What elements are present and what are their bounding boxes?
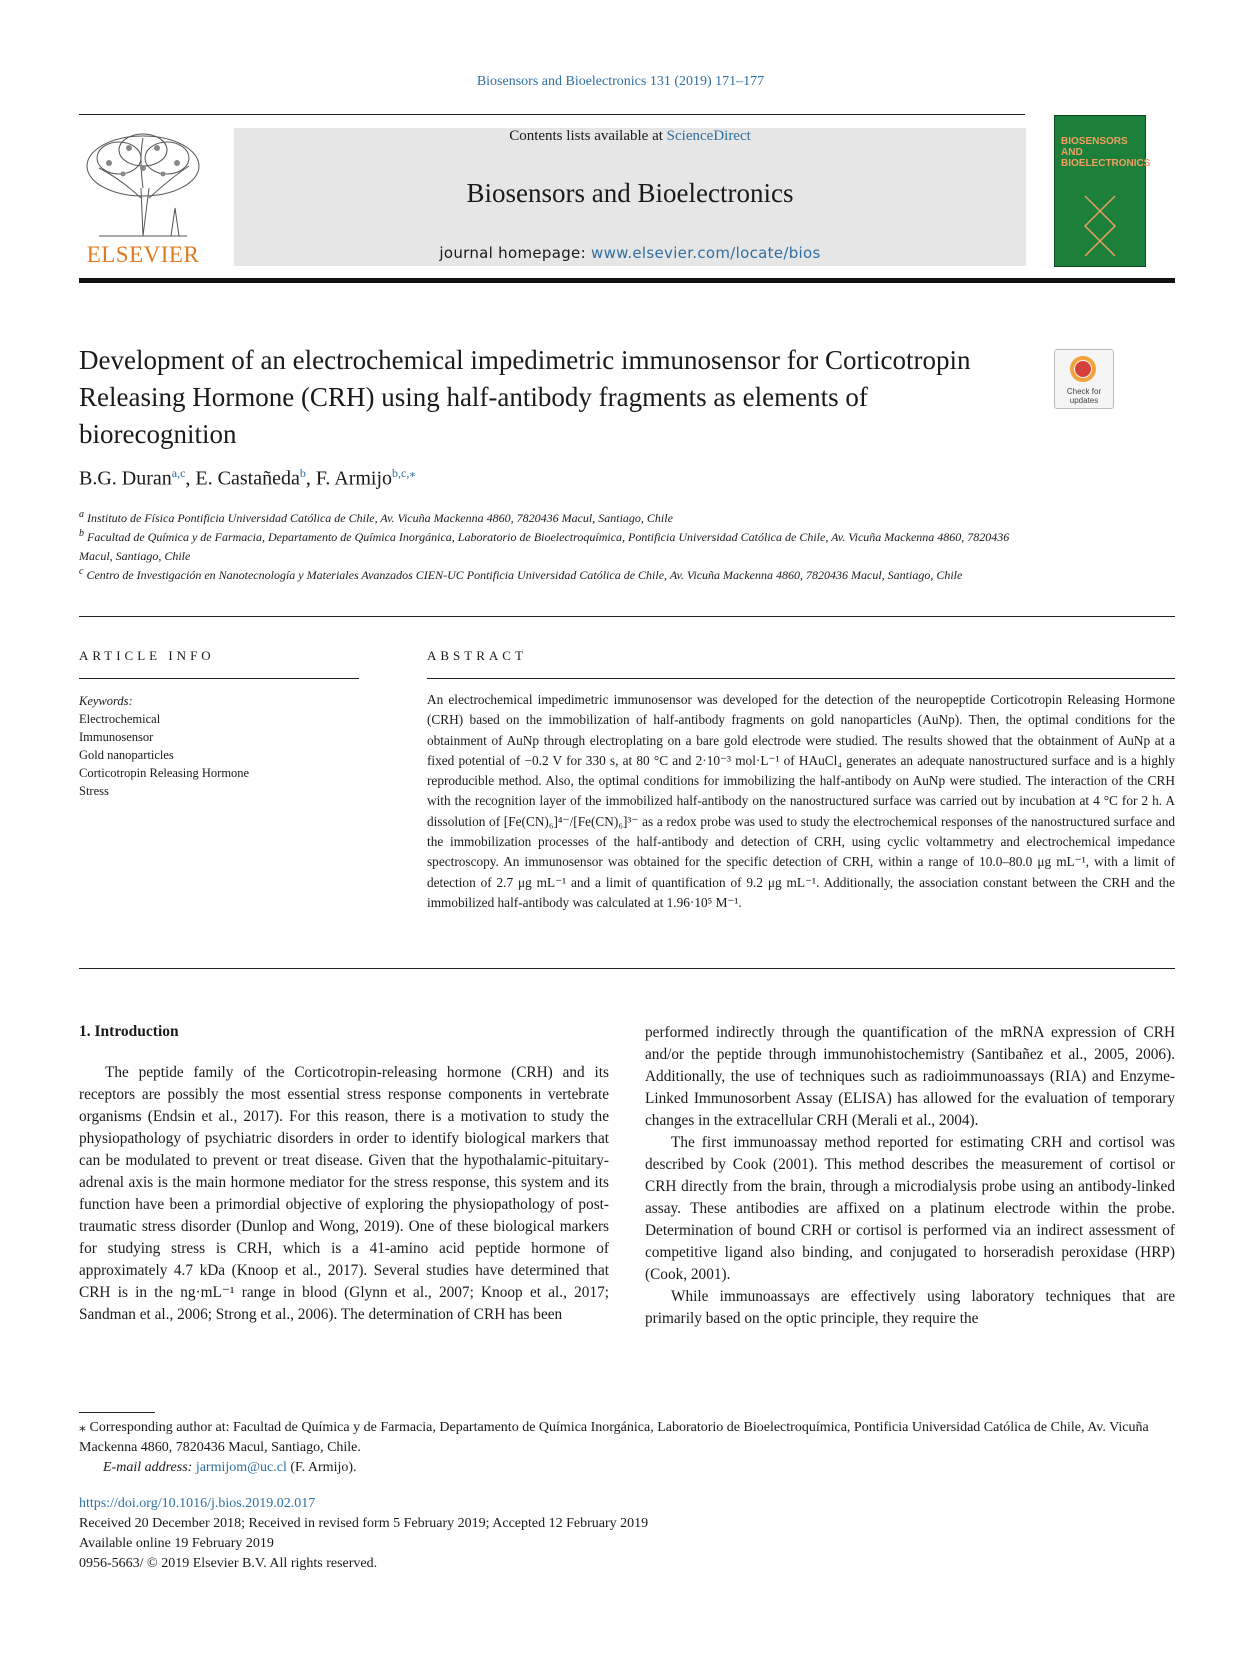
copyright-line: 0956-5663/ © 2019 Elsevier B.V. All rights reserved. xyxy=(79,1556,378,1571)
doi-link[interactable]: https://doi.org/10.1016/j.bios.2019.02.017 xyxy=(79,1496,316,1511)
journal-title: Biosensors and Bioelectronics xyxy=(466,178,794,208)
author-list: B.G. Duran$^{a,c}$, E. Castañeda$^b$, F. Armijo$^{b,c,⁎}$ xyxy=(79,466,416,490)
contents-prefix: Contents lists available at xyxy=(509,128,667,144)
affil-text: Instituto de Física Pontificia Universidad Católica de Chile, Av. Vicuña Mackenna 4860, 7820436 Macul, Santiago, Chile xyxy=(87,511,673,525)
author-affil-mark[interactable]: b xyxy=(299,466,306,480)
affil-mark: b xyxy=(79,528,84,539)
abstract-bottom-rule xyxy=(79,968,1175,969)
body-paragraph: The first immunoassay method reported for estimating CRH and cortisol was described by Cook (2001). This method describes the measurement of cortisol or CRH directly from the brain, through a microdialysis probe using an antibody-linked assay. These antibodies are affixed on a platinum electrode within the probe. Determination of bound CRH or cortisol is performed via an indirect assessment of competitive ligand also binding, and conjugated to horseradish peroxidase (HRP) (Cook, 2001). xyxy=(645,1134,1175,1283)
author-affil-mark[interactable]: a,c xyxy=(171,466,186,480)
cover-decoration-icon xyxy=(1055,116,1151,266)
author-name: F. Armijo xyxy=(315,467,393,490)
email-suffix: (F. Armijo). xyxy=(286,1460,357,1475)
corresponding-author-footnote xyxy=(79,1418,1175,1478)
abstract-heading: ABSTRACT xyxy=(427,648,527,663)
author-name: B.G. Duran xyxy=(79,467,172,490)
check-for-updates-badge[interactable] xyxy=(1054,349,1114,409)
body-paragraph: While immunoassays are effectively using laboratory techniques that are primarily based on the optic principle, they require the xyxy=(645,1288,1175,1327)
keyword-item: Gold nanoparticles xyxy=(79,748,174,762)
homepage-link[interactable]: www.elsevier.com/locate/bios xyxy=(591,244,821,262)
email-label: E-mail address: xyxy=(103,1460,196,1475)
header-thick-rule xyxy=(79,278,1175,283)
publication-info xyxy=(79,1494,1175,1574)
tree-logo-icon xyxy=(79,128,207,238)
corresponding-text: ⁎ Corresponding author at: Facultad de Química y de Farmacia, Departamento de Química Inorgánica, Laboratorio de Bioelectroquímica, Pontificia Universidad Católica de Chile, Av. Vicuña Mackenna 4860, 7820436 Macul, Santiago, Chile. xyxy=(79,1420,1149,1455)
author-affil-mark[interactable]: b,c,⁎ xyxy=(392,466,416,480)
affil-text: Facultad de Química y de Farmacia, Departamento de Química Inorgánica, Laboratorio de Bioelectroquímica, Pontificia Universidad Católica de Chile, Av. Vicuña Mackenna 4860, 7820436 Macul, Santiago, Chile xyxy=(79,530,1010,563)
keyword-item: Corticotropin Releasing Hormone xyxy=(79,766,250,780)
keywords-block xyxy=(79,692,359,800)
affil-mark: c xyxy=(79,566,84,577)
body-paragraph: The peptide family of the Corticotropin-releasing hormone (CRH) and its receptors are possibly the most essential stress response components in vertebrate organisms (Endsin et al., 2017). For this reason, there is a motivation to study the physiopathology of psychiatric disorders in order to identify biological markers that can be modulated to prevent or treat disease. Given that the hypothalamic-pituitary-adrenal axis is the main hormone mediator for the stress response, this system and its function have been a primordial objective of exploring the physiopathology of post-traumatic stress disorder (Dunlop and Wong, 2019). One of these biological markers for studying stress is CRH, which is a 41-amino acid peptide hormone of approximately 4.7 kDa (Knoop et al., 2017). Several studies have determined that CRH is in the ng·mL⁻¹ range in blood (Glynn et al., 2007; Knoop et al., 2017; Sandman et al., 2006; Strong et al., 2006). The determination of CRH has been xyxy=(79,1064,609,1323)
affiliation-c xyxy=(79,562,1039,585)
body-paragraph: performed indirectly through the quantification of the mRNA expression of CRH and/or the peptide through immunohistochemistry (Santibañez et al., 2005, 2006). Additionally, the use of techniques such as radioimmunoassays (RIA) and Enzyme-Linked Immunosorbent Assay (ELISA) has allowed for the evaluation of temporary changes in the extracellular CRH (Merali et al., 2004). xyxy=(645,1024,1175,1129)
article-info-heading: ARTICLE INFO xyxy=(79,648,215,663)
sciencedirect-link[interactable]: ScienceDirect xyxy=(666,128,751,144)
keyword-item: Immunosensor xyxy=(79,730,154,744)
affiliation-b xyxy=(79,524,1039,566)
abstract-rule xyxy=(427,678,1175,679)
elsevier-wordmark: ELSEVIER xyxy=(86,242,200,267)
footnote-rule xyxy=(79,1412,155,1413)
homepage-prefix: journal homepage: xyxy=(439,244,591,262)
introduction-heading: 1. Introduction xyxy=(79,1023,179,1040)
journal-homepage-line xyxy=(234,244,1026,262)
section-rule xyxy=(79,616,1175,617)
article-info-rule xyxy=(79,678,359,679)
header-rule xyxy=(79,114,1025,115)
keyword-item: Electrochemical xyxy=(79,712,161,726)
keyword-item: Stress xyxy=(79,784,109,798)
available-online: Available online 19 February 2019 xyxy=(79,1536,274,1551)
body-left-column xyxy=(79,1062,609,1326)
keywords-label: Keywords: xyxy=(79,694,133,708)
journal-cover-image[interactable] xyxy=(1054,115,1151,267)
affil-mark: a xyxy=(79,509,84,520)
cover-title: BIOSENSORS AND BIOELECTRONICS xyxy=(1061,136,1151,169)
update-bookmark-icon xyxy=(1075,361,1091,377)
abstract-text: An electrochemical impedimetric immunosensor was developed for the detection of the neuropeptide Corticotropin Releasing Hormone (CRH) based on the immobilization of half-antibody fragments on gold nanoparticles (AuNp). Then, the optimal conditions for the obtainment of AuNp through electroplating on a bare gold electrode were studied. The results showed that the obtainment of AuNp at a fixed potential of −0.2 V for 330 s, at 80 °C and 2·10⁻³ mol·L⁻¹ of HAuCl₄ generates an adequate nanostructured surface and is a highly reproducible method. Also, the optimal conditions for immobilizing the half-antibody on AuNp were studied. The interaction of the CRH with the recognition layer of the immobilized half-antibody on the nanostructured surface was carried out by incubation at 4 °C for 2 h. A dissolution of [Fe(CN)₆]⁴⁻/[Fe(CN)₆]³⁻ as a redox probe was used to study the electrochemical responses of the nanostructured surface and the immobilization processes of the half-antibody and detection of CRH, using cyclic voltammetry and electrochemical impedance spectroscopy. An immunosensor was obtained for the specific detection of CRH, within a range of 10.0–80.0 μg mL⁻¹, with a limit of detection of 2.7 μg mL⁻¹ and a limit of quantification of 9.2 μg mL⁻¹. Additionally, the association constant between the CRH and the immobilized half-antibody was calculated at 1.96·10⁵ M⁻¹. xyxy=(427,692,1175,910)
article-title: Development of an electrochemical impedimetric immunosensor for Corticotropin Releasing Hormone (CRH) using half-antibody fragments as elements of biorecognition xyxy=(79,345,971,449)
contents-line xyxy=(234,128,1026,145)
email-link[interactable]: jarmijom@uc.cl xyxy=(195,1460,287,1475)
affil-text: Centro de Investigación en Nanotecnología y Materiales Avanzados CIEN-UC Pontificia Universidad Católica de Chile, Av. Vicuña Mackenna 4860, 7820436 Macul, Santiago, Chile xyxy=(86,568,963,582)
elsevier-logo xyxy=(79,128,207,268)
author-name: E. Castañeda xyxy=(195,467,300,490)
check-updates-label: Check for updates xyxy=(1066,387,1102,405)
body-right-column xyxy=(645,1022,1175,1330)
journal-reference-link[interactable]: Biosensors and Bioelectronics 131 (2019) 171–177 xyxy=(476,74,765,89)
received-dates: Received 20 December 2018; Received in revised form 5 February 2019; Accepted 12 February 2019 xyxy=(79,1516,649,1531)
